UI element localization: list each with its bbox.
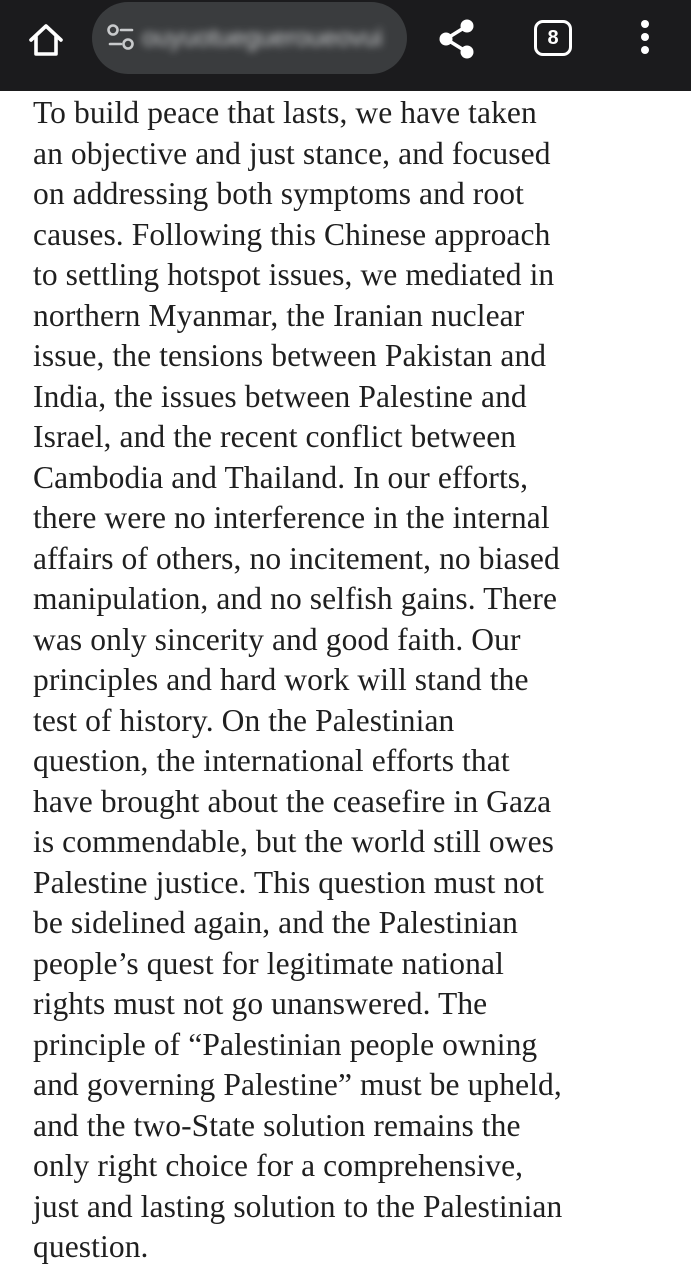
- text-line: Cambodia and Thailand. In our efforts,: [33, 459, 529, 495]
- text-line: and the two-State solution remains the: [33, 1107, 521, 1143]
- text-line: on addressing both symptoms and root: [33, 176, 524, 211]
- text-line: and governing Palestine” must be upheld,: [33, 1067, 562, 1102]
- text-line: test of history. On the Palestinian: [33, 702, 455, 738]
- home-button[interactable]: [22, 18, 70, 62]
- browser-toolbar: [0, 0, 691, 91]
- text-line: principle of “Palestinian people owning: [33, 1026, 538, 1062]
- text-line: just and lasting solution to the Palestinian: [33, 1188, 563, 1224]
- share-icon[interactable]: [432, 14, 482, 64]
- tab-switcher-button[interactable]: [534, 20, 572, 56]
- text-line: have brought about the ceasefire in Gaza: [33, 783, 552, 819]
- text-line: question.: [33, 1229, 149, 1264]
- text-line: people’s quest for legitimate national: [33, 945, 504, 981]
- text-line: is commendable, but the world still owes: [33, 824, 555, 859]
- text-line: rights must not go unanswered. The: [33, 986, 488, 1021]
- text-line: manipulation, and no selfish gains. There: [33, 581, 558, 616]
- site-info-icon[interactable]: [106, 22, 136, 54]
- home-icon: [26, 20, 66, 60]
- text-line: affairs of others, no incitement, no biased: [33, 540, 560, 576]
- article-paragraph: [33, 93, 683, 1268]
- address-bar[interactable]: [92, 2, 407, 74]
- text-line: issue, the tensions between Pakistan and: [33, 338, 547, 373]
- text-line: Palestine justice. This question must not: [33, 864, 544, 900]
- text-line: question, the international efforts that: [33, 743, 510, 778]
- text-line: To build peace that lasts, we have taken: [33, 95, 537, 130]
- text-line: northern Myanmar, the Iranian nuclear: [33, 297, 525, 333]
- text-line: an objective and just stance, and focused: [33, 135, 551, 171]
- tab-count: 8: [547, 27, 559, 49]
- url-text: ouyuotuegueroueovui: [142, 24, 383, 52]
- text-line: to settling hotspot issues, we mediated in: [33, 257, 555, 292]
- text-line: India, the issues between Palestine and: [33, 378, 527, 414]
- text-line: be sidelined again, and the Palestinian: [33, 905, 519, 940]
- text-line: Israel, and the recent conflict between: [33, 419, 517, 454]
- more-vert-icon[interactable]: [628, 14, 662, 62]
- text-line: there were no interference in the internal: [33, 500, 550, 535]
- article-content: [33, 93, 683, 1268]
- text-line: principles and hard work will stand the: [33, 662, 529, 697]
- text-line: was only sincerity and good faith. Our: [33, 621, 521, 657]
- text-line: causes. Following this Chinese approach: [33, 216, 551, 252]
- text-line: only right choice for a comprehensive,: [33, 1148, 524, 1183]
